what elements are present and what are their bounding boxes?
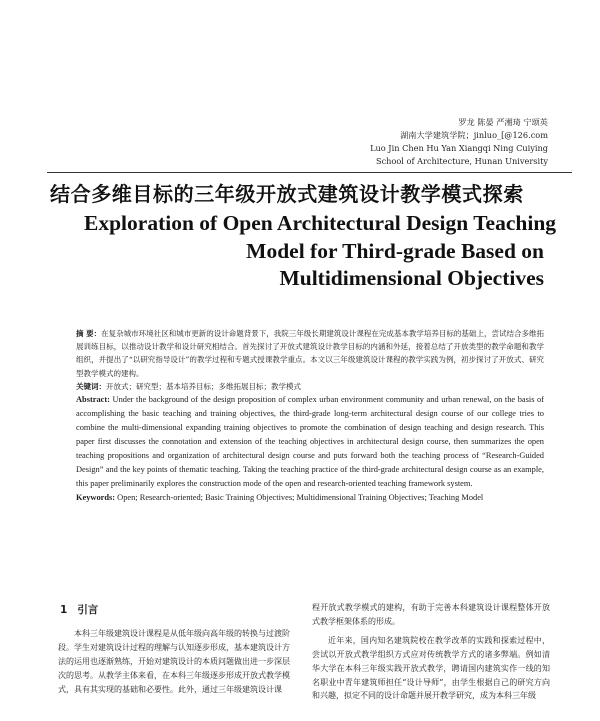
abstract-cn-label: 摘 要： (76, 329, 102, 338)
right-column-paragraph-2: 近年来，国内知名建筑院校在教学改革的实践和探索过程中，尝试以开放式教学组织方式应对传统教学方式的诸多弊端。例如清华大学在本科三年级实践开放式教学，聘请国内建筑实作一线的知名职业中青年建筑师担任“设计导师”，由学生根据自己的研究方向和兴趣，拟定不同的设计命题并展开教学研究，成为本科三年级 (312, 635, 550, 701)
section-heading (60, 604, 290, 618)
keywords-en-text: Open; Research-oriented; Basic Training Objectives; Multidimensional Training Objectives; Teaching Model (117, 493, 484, 503)
body-column-left (58, 604, 290, 696)
right-column-paragraph-1: 程开放式教学模式的建构，有助于完善本科建筑设计课程整体开放式教学框架体系的形成。 (312, 603, 550, 626)
section-number: 1 (60, 604, 68, 616)
paper-title-en (84, 210, 557, 293)
paper-title-cn: 结合多维目标的三年级开放式建筑设计教学模式探索 (50, 182, 524, 206)
author-affiliation-cn: 湖南大学建筑学院；jinluo_[@126.com (400, 130, 548, 140)
header-divider (47, 172, 572, 173)
author-block (288, 116, 548, 168)
abstract-en-label: Abstract: (76, 395, 110, 405)
keywords-en-label: Keywords: (76, 493, 116, 503)
author-names-cn: 罗龙 陈晏 严湘琦 宁颂英 (458, 117, 548, 127)
abstract-cn-text: 在复杂城市环境社区和城市更新的设计命题背景下，我院三年级长期建筑设计课程在完成基本教学培养目标的基础上，尝试结合多维拓展训练目标，以推动设计教学和设计研究相结合。首先探讨了开放式建筑设计教学目标的内涵和外延，接着总结了开放类型的教学命题和教学组织，并提出了“以研究指导设计”的教学过程和专题式授课教学重点。本文以三年级建筑设计课程的教学实践为例，初步探讨了开放式、研究型教学模式的建构。 (76, 329, 544, 378)
paper-title-en-line-1: Exploration of Open Architectural Design Teaching (84, 211, 557, 235)
author-names-en: Luo Jin Chen Hu Yan Xiangqi Ning Cuiying (370, 143, 548, 153)
keywords-cn-label: 关键词： (76, 381, 106, 391)
paper-title-en-line-2: Model for Third-grade Based on (246, 238, 544, 263)
abstract-cn (76, 327, 544, 380)
abstract-en (76, 393, 544, 491)
section-title: 引言 (77, 604, 99, 616)
keywords-en (76, 491, 544, 505)
keywords-cn (76, 380, 544, 393)
abstract-block (76, 327, 544, 505)
section-1-paragraph: 本科三年级建筑设计课程是从低年级向高年级的转换与过渡阶段。学生对建筑设计过程的理解与认知逐步形成，基本建筑设计方法的运用也逐渐熟练，开始对建筑设计的本质问题做出进一步深层次的思考。从教学主体来看，在本科三年级逐步形成开放式教学模式，具有其实现的基础和必要性。此外，通过三年级建筑设计课 (58, 628, 290, 694)
paper-title-en-line-3: Multidimensional Objectives (279, 266, 544, 290)
body-column-right (312, 601, 550, 703)
keywords-cn-text: 开放式；研究型；基本培养目标；多维拓展目标；教学模式 (106, 381, 301, 391)
author-affiliation-en: School of Architecture, Hunan University (375, 156, 548, 166)
abstract-en-text: Under the background of the design proposition of complex urban environment community and urban renewal, on the basis of accomplishing the basic teaching and training objectives, the third-grade long-term architectural design course of our college tries to combine the multi-dimensional expanding training objectives to promote the combination of design teaching and design research. This paper first discusses the connotation and extension of the teaching objectives in architectural design course, then summarizes the open teaching propositions and organization of architectural design course and puts forward both the teaching process of “Research-Guided Design” and the key points of thematic teaching. Taking the teaching practice of the third-grade architectural design course as an example, this paper preliminarily explores the construction mode of the open and research-oriented teaching framework system. (76, 395, 544, 489)
